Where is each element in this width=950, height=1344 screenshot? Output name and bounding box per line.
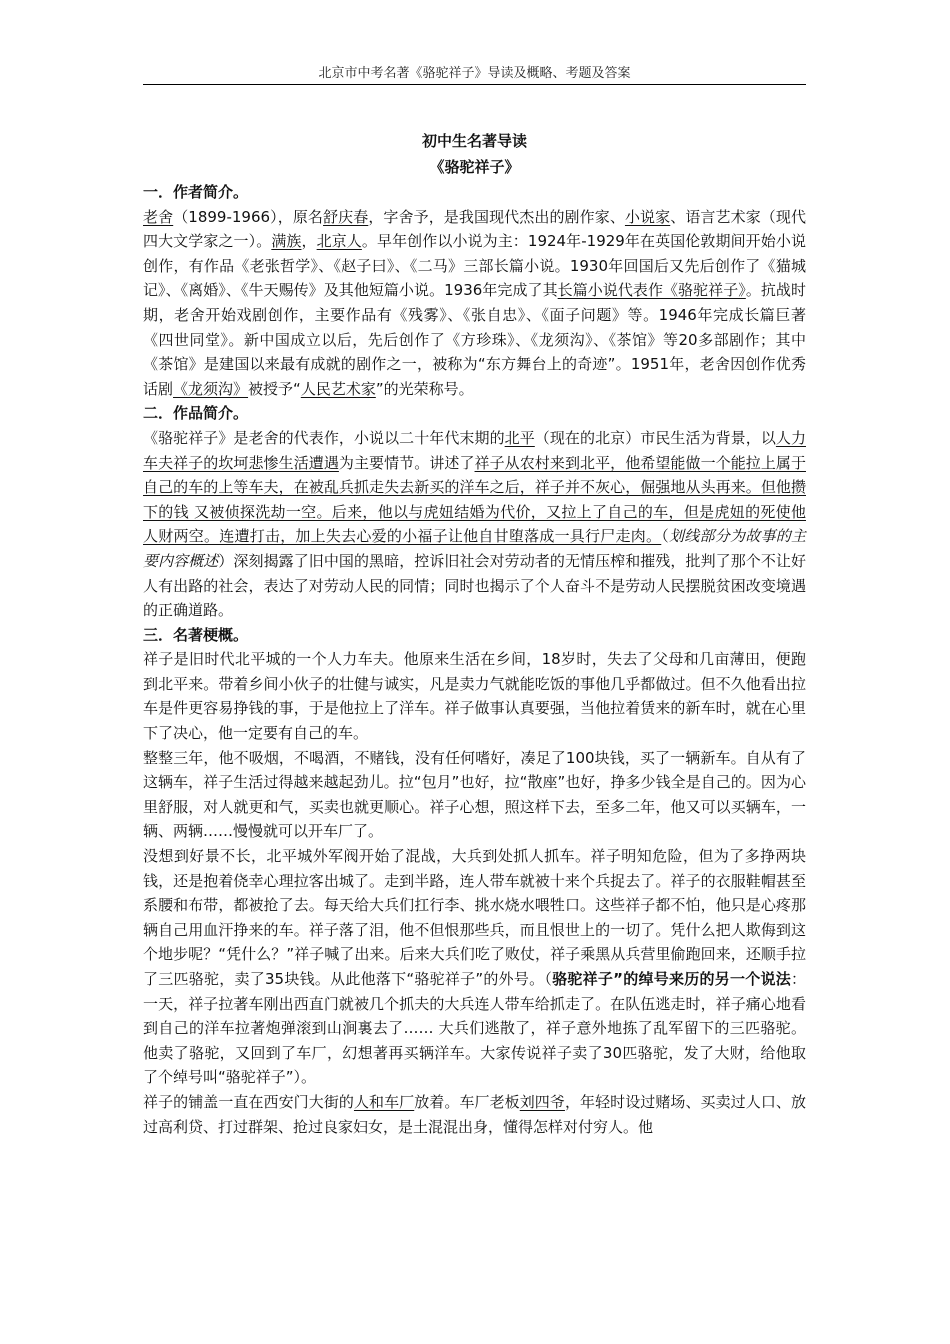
text-run: ”的光荣称号。	[375, 379, 474, 398]
text-run: ）深刻揭露了旧中国的黑暗，控诉旧社会对劳动者的无情压榨和摧残，批判了那个不让好人有出路的社会，表达了对劳动人民的同情；同时也揭示了个人奋斗不是劳动人民摆脱贫困改变境遇的正确道路。	[143, 551, 806, 620]
text-run: 被授予“	[248, 379, 301, 398]
text-run: 满族	[271, 232, 302, 251]
text-run: （	[661, 527, 670, 546]
text-run: 祥子的铺盖一直在西安门大街的	[143, 1092, 354, 1111]
text-run: 人力车夫祥子的坎坷悲惨生活遭遇	[143, 428, 806, 472]
text-run: 人和车厂	[353, 1092, 415, 1111]
text-run: （1899-1966），原名	[173, 207, 324, 226]
text-run: ：一天，祥子拉著车刚出西直门就被几个抓夫的大兵连人带车给抓走了。在队伍逃走时，祥子痛心地看到自己的洋车拉著炮弹滚到山涧裏去了…… 大兵们逃散了，祥子意外地拣了乱军留下的三匹骆驼。他卖了骆驼，又回到了车厂，幻想著再买辆洋车。大家传说祥子卖了30匹骆驼，发了大财，给他取了个绰号叫“骆驼祥子”）。	[143, 970, 806, 1087]
text-run: 。抗战时期，老舍开始戏剧创作，主要作品有《残雾》、《张自忠》、《面子问题》等。1946年完成长篇巨著《四世同堂》。新中国成立以后，先后创作了《方珍珠》、《龙须沟》、《茶馆》等20多部剧作；其中《茶馆》是建国以来最有成就的剧作之一，被称为“东方舞台上的奇迹”。1951年，老舍因创作优秀话剧	[143, 281, 806, 398]
text-run: 放着。车厂老板	[414, 1092, 520, 1111]
synopsis-paragraph-1: 祥子是旧时代北平城的一个人力车夫。他原来生活在乡间，18岁时，失去了父母和几亩薄田，便跑到北平来。带着乡间小伙子的壮健与诚实，凡是卖力气就能吃饭的事他几乎都做过。但不久他看出拉车是件更容易挣钱的事，于是他拉上了洋车。祥子做事认真要强，当他拉着赁来的新车时，就在心里下了决心，他一定要有自己的车。	[143, 650, 806, 743]
text-run: 舒庆春	[323, 207, 369, 226]
text-run: 老舍	[143, 207, 174, 226]
text-run: ，字舍予，是我国现代杰出的剧作家、	[368, 207, 625, 226]
header-rule	[143, 84, 806, 85]
section-heading-work: 二．作品简介。	[143, 404, 249, 423]
text-run: ，年轻时设过赌场、买卖过人口、放过高利贷、打过群架、抢过良家妇女，是土混混出身，懂得怎样对付穷人。他	[143, 1092, 806, 1136]
text-run: ，	[301, 232, 317, 251]
author-intro-paragraph	[143, 205, 806, 402]
work-intro-paragraph	[143, 426, 806, 623]
text-run: 划线部分为故事的主要内容概述	[143, 527, 806, 570]
document-body	[143, 180, 806, 1139]
page-title: 初中生名著导读	[421, 132, 527, 150]
text-run: 刘四爷	[519, 1092, 565, 1111]
text-run: 北京人	[316, 232, 362, 251]
synopsis-paragraph-4	[143, 1090, 806, 1139]
text-run: 为主要情节。讲述了	[338, 453, 475, 472]
text-run: 长篇小说代表作《骆驼祥子》	[557, 281, 746, 300]
section-heading-synopsis: 三．名著梗概。	[143, 625, 249, 644]
text-run: 祥子从农村来到北平，他希望能做一个能拉上属于自己的车的上等车夫，在被乱兵抓走失去新买的洋车之后，祥子并不灰心，倔强地从头再来。但他攒下的钱 又被侦探洗劫一空。后来，他以与虎妞结婚为代价，又拉上了自己的车，但是虎妞的死使他人财两空。连遭打击，加上失去心爱的小福子让他自甘堕落成一具行尸走肉。	[143, 453, 806, 546]
synopsis-paragraph-2: 整整三年，他不吸烟，不喝酒，不赌钱，没有任何嗜好，凑足了100块钱，买了一辆新车。自从有了这辆车，祥子生活过得越来越起劲儿。拉“包月”也好，拉“散座”也好，挣多少钱全是自己的。因为心里舒服，对人就更和气，买卖也就更顺心。祥子心想，照这样下去，至多二年，他又可以买辆车，一辆、两辆……慢慢就可以开车厂了。	[143, 748, 806, 841]
text-run: 。早年创作以小说为主：1924年-1929年在英国伦敦期间开始小说创作，有作品《老张哲学》、《赵子曰》、《二马》三部长篇小说。1930年回国后又先后创作了《猫城记》、《离婚》、《牛天赐传》及其他短篇小说。1936年完成了其	[143, 232, 806, 300]
text-run: 北平	[504, 428, 535, 447]
text-run: 没想到好景不长，北平城外军阀开始了混战，大兵到处抓人抓车。祥子明知危险，但为了多挣两块钱，还是抱着侥幸心理拉客出城了。走到半路，连人带车就被十来个兵捉去了。祥子的衣服鞋帽甚至系腰和布带，都被抢了去。每天给大兵们扛行李、挑水烧水喂牲口。这些祥子都不怕，他只是心疼那辆自己用血汗挣来的车。祥子落了泪，他不但恨那些兵，而且恨世上的一切了。凭什么把人欺侮到这个地步呢？“凭什么？”祥子喊了出来。后来大兵们吃了败仗，祥子乘黑从兵营里偷跑回来，还顺手拉了三匹骆驼，卖了35块钱。从此他落下“骆驼祥子”的外号。（	[143, 847, 806, 988]
text-run: 人民艺术家	[300, 379, 376, 398]
text-run: 、语言艺术家（现代四大文学家之一）。	[143, 207, 806, 251]
text-run: 小说家	[624, 207, 671, 226]
text-run: （现在的北京）市民生活为背景，以	[534, 428, 776, 447]
book-title: 《骆驼祥子》	[429, 158, 520, 176]
page-header: 北京市中考名著《骆驼祥子》导读及概略、考题及答案	[318, 66, 631, 81]
text-run: 《龙须沟》	[173, 379, 249, 398]
text-run: 《骆驼祥子》是老舍的代表作，小说以二十年代末期的	[143, 428, 505, 447]
section-heading-author: 一．作者简介。	[143, 183, 249, 201]
synopsis-paragraph-3	[143, 844, 806, 1090]
text-run: 骆驼祥子”的绰号来历的另一个说法	[552, 970, 791, 988]
